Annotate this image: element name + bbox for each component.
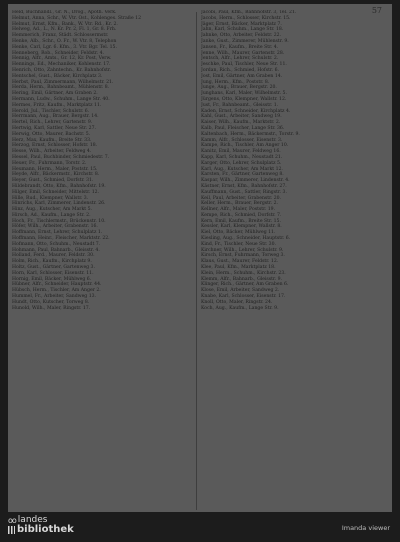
directory-entry: Heuer, Fr., Fuhrmann, Torstr. 2. [12,160,87,166]
directory-entry: Hundt, Otto, Kutscher, Torweg 8. [12,299,90,305]
directory-entry: Klaus, Gust., Maurer, Feldstr. 12. [201,259,279,265]
directory-entry: Jäger, Ernst, Bäcker, Marktplatz 7. [201,21,282,27]
directory-entry: Jeschke, Paul, Tischler, Neue Str. 11. [201,62,287,68]
directory-entry: Kirsch, Ernst, Fuhrmann, Torweg 3. [201,253,285,259]
viewer-footer [0,512,400,542]
directory-entry: Holland, Ferd., Maurer, Feldstr. 30. [12,253,95,259]
column-divider [196,12,197,510]
directory-entry: Koch, Aug., Kaufm., Lange Str. 9. [201,305,279,311]
directory-entry: Jenne, Wilh., Maurer, Gartenstr. 28. [201,50,285,56]
directory-entry: Jahnke, Otto, Arbeiter, Feldstr. 22. [201,33,282,39]
directory-entry: Hennig, Alfr., Amts., Gr. 12, Kr. Post, Verw. [12,56,112,62]
directory-entry: Heumann, Herm., Maler, Poststr. 15. [12,166,98,172]
directory-entry: Kästner, Ernst, Kfm., Bahnhofstr. 27. [201,183,287,189]
directory-entry: Jansen, Fr., Kaufm., Breite Str. 4. [201,44,279,50]
directory-entry: Henke, Carl, Lgr. 6. Kfm., 3. Vtr. Bgr. Tel. 15. [12,44,117,50]
logo-bars-icon [8,526,15,534]
directory-entry: Knoll, Otto, Maler, Ringstr. 24. [201,299,273,305]
directory-entry: Holtz, Gust., Gärtner, Gartenweg 3. [12,265,95,271]
scanned-page [8,4,392,512]
directory-entry: Herbst, Paul, Zimmermann, Wilhelmstr. 21. [12,79,114,85]
viewer-label[interactable]: Imanda viewer [341,524,390,532]
directory-entry: Hornig, Emil, Bäcker, Mühlweg 6. [12,276,92,282]
directory-entry: Klemm, Alfr., Bahnarb., Gleisstr. 9. [201,276,282,282]
logo-text-bottom: bibliothek [17,524,74,535]
directory-entry: Hermes, Fritz, Kaufm., Marktplatz 11. [12,102,102,108]
directory-entry: Jung, Herm., Kfm., Poststr. 8. [201,79,270,85]
logo-text-top: landes [17,515,48,525]
directory-entry: Jost, Emil, Gärtner, Am Graben 14. [201,73,283,79]
directory-entry: Kaden, Ernst, Schneider, Kirchplatz 4. [201,108,291,114]
directory-entry: Karger, Otto, Lehrer, Schulplatz 5. [201,160,282,166]
directory-entry: Heyde, Alfr., Bäckermstr., Kirchstr. 8. [12,172,100,178]
directory-entry: Hemmerich, Franz, Städt. Schlossermstr. [12,33,109,39]
directory-entry: Helmut, Ernst, Kfm., Bank., W. Vtr. Rd., Kr. 2. [12,21,118,27]
directory-entry: Kiesling, Aug., Schneider, Hauptstr. 6. [201,236,291,242]
directory-entry: Herrmann, Aug., Brauer, Bergstr. 14. [12,114,99,120]
directory-entry: Kiel, Otto, Bäcker, Mühlweg 11. [201,230,276,236]
directory-entry: Kahl, Gust., Arbeiter, Sandweg 19. [201,114,282,120]
directory-entry: Hering, Emil, Gärtner, Am Graben 2. [12,91,98,97]
directory-entry: Hille, Rud., Klempner, Wallstr. 3. [12,195,89,201]
directory-entry: Kalb, Paul, Fleischer, Lange Str. 36. [201,125,285,131]
directory-entry: Hoffmann, Heinr., Fleischer, Marktstr. 22. [12,236,110,242]
directory-entry: Hilger, Emil, Schneider, Mittelstr. 12. [12,189,100,195]
directory-entry: Kern, Emil, Kaufm., Breite Str. 15. [201,218,281,224]
directory-entry: Henneberg, Rob., Schneider, Feldstr. 4. [12,50,104,56]
directory-entry: Kirchner, Wilh., Lehrer, Schulstr. 9. [201,247,284,253]
directory-entry: Klein, Herm., Schuhm., Kirchstr. 23. [201,270,286,276]
directory-entry: Henke, Alb., Schr., O. Fr., W. Vtr. 8, Telephon [12,38,117,44]
directory-entry: Hohmann, Paul, Bahnarb., Gleisstr. 4. [12,247,100,253]
directory-entry: Junge, Aug., Brauer, Bergstr. 20. [201,85,277,91]
directory-entry: Klose, Emil, Arbeiter, Sandweg 2. [201,288,280,294]
directory-entry: Kaiser, Wilh., Kaufm., Marktstr. 2. [201,120,281,126]
directory-entry: Hinz, Aug., Kutscher, Am Markt 5. [12,207,92,213]
directory-entry: Hentschel, Gust., Bäcker, Kirchplatz 3. [12,73,103,79]
directory-entry: Heyer, Gust., Schmied, Dorfstr. 31. [12,178,94,184]
directory-entry: Jentsch, Alfr., Lehrer, Schulstr. 2. [201,56,279,62]
directory-entry: Just, Fr., Bahnbeamt., Gleisstr. 1. [201,102,279,108]
directory-entry: Kauffmann, Gust., Sattler, Ringstr. 3. [201,189,287,195]
directory-entry: Hummel, Fr., Arbeiter, Sandweg 13. [12,294,97,300]
library-logo[interactable] [8,516,74,534]
directory-entry: Hinrichs, Karl, Zimmerer, Lindenstr. 26. [12,201,106,207]
directory-entry: Henrich, Otto, Zahntechn., Kr. Bahnhofstr. [12,67,112,73]
directory-entry: Kellner, Alfr., Maler, Poststr. 19. [201,207,276,213]
directory-entry: Jacobi, Paul, Kfm., Bahnhofstr. 3, Tel. 21. [201,10,297,15]
directory-entry: Hildebrandt, Otto, Kfm., Bahnhofstr. 19. [12,183,106,189]
directory-entry: Kapp, Karl, Schuhm., Neustadt 21. [201,154,283,160]
directory-entry: Horn, Karl, Schlosser, Eisenstr. 11. [12,270,94,276]
directory-entry: Herda, Herm., Bahnbeamt., Mühlenstr. 8. [12,85,110,91]
directory-entry: Hunold, Wilh., Maler, Ringstr. 17. [12,305,91,311]
directory-entry: Helmut, Anna, Schr., W. Vtr. Ost., Kohlenges. Straße 12 [12,15,142,21]
directory-entry: Junghans, Karl, Maler, Wilhelmstr. 5. [201,91,287,97]
directory-entry: Kamm, Alfr., Schlosser, Eisenstr. 3. [201,137,283,143]
directory-entry: Hofmann, Otto, Schuhm., Neustadt 7. [12,241,101,247]
right-column [201,10,379,510]
directory-entry: Hübner, Alfr., Schneider, Hauptstr. 44. [12,282,102,288]
directory-entry: Kind, Fr., Tischler, Neue Str. 30. [201,241,276,247]
directory-entry: Hirsch, Ad., Kaufm., Lange Str. 2. [12,212,91,218]
directory-entry: Knabe, Karl, Schlosser, Eisenstr. 17. [201,294,286,300]
left-column [12,10,190,510]
logo-circles-icon: oo [8,516,16,525]
directory-entry: Janke, Gust., Zimmerer, Mühlenstr. 9. [201,38,289,44]
directory-entry: Hübsch, Herm., Tischler, Am Anger 2. [12,288,101,294]
directory-entry: Kanitz, Emil, Maurer, Feldweg 16. [201,149,281,155]
directory-entry: Herz, Max, Kaufm., Breite Str. 33. [12,137,92,143]
directory-entry: Hessel, Paul, Buchbinder, Schmiedestr. 7. [12,154,110,160]
directory-entry: Hesse, Wilh., Arbeiter, Feldweg 4. [12,149,92,155]
directory-entry: Kempe, Rich., Schmied, Dorfstr. 7. [201,212,282,218]
directory-entry: Holm, Rich., Kaufm., Kirchplatz 9. [12,259,92,265]
directory-entry: Herzog, Ernst, Schlosser, Hofstr. 18. [12,143,98,149]
directory-entry: Hertel, Rich., Lehrer, Gartenstr. 9. [12,120,93,126]
directory-entry: Kaspar, Wilh., Zimmerer, Lindenstr. 4. [201,178,290,184]
directory-entry: Helweg, Ad., L., N. Kr. Pr. 2, Fl. 1, Gr. 8. Frh. [12,27,117,33]
directory-entry: Keil, Paul, Arbeiter, Grabenstr. 20. [201,195,282,201]
directory-entry: Herwig, Otto, Maurer, Bachstr. 5. [12,131,91,137]
directory-entry: Hertwig, Karl, Sattler, Neue Str. 27. [12,125,96,131]
directory-entry: Hoffmann, Ernst, Lehrer, Schulplatz 1. [12,230,103,236]
directory-entry: Jordan, Rich., Schmied, Hofstr. 6. [201,67,279,73]
directory-entry: Klinger, Rich., Gärtner, Am Graben 6. [201,282,289,288]
directory-entry: Keller, Herm., Brauer, Bergstr. 2. [201,201,278,207]
directory-entry: Held, Buchhandl., Gr. N., Drog., Apoth. Verk. [12,10,117,15]
directory-entry: Höfer, Wilh., Arbeiter, Grabenstr. 16. [12,224,98,230]
directory-entry: Hoch, Fr., Tischlermstr., Brückenstr. 10. [12,218,106,224]
directory-entry: Hennings, Ed., Mechaniker, Kohlenstr. 17. [12,62,111,68]
directory-entry: Jürgens, Otto, Klempner, Wallstr. 12. [201,96,287,102]
directory-entry: Kampe, Rich., Tischler, Am Anger 10. [201,143,289,149]
directory-entry: Hermann, Ludw., Schuhm., Lange Str. 40. [12,96,110,102]
directory-entry: Jahn, Karl, Schuhm., Lange Str. 18. [201,27,284,33]
directory-entry: Herold, Jul., Tischler, Schulstr. 6. [12,108,90,114]
directory-entry: Kaltenbach, Herm., Bäckermstr., Torstr. 9. [201,131,300,137]
page-number: 57 [371,6,382,15]
directory-entry: Karsten, Fr., Gärtner, Gartenweg 8. [201,172,284,178]
directory-entry: Karl, Aug., Kutscher, Am Markt 12. [201,166,283,172]
directory-entry: Klee, Paul, Kfm., Marktplatz 18. [201,265,276,271]
directory-entry: Jacobs, Herm., Schlosser, Kirchstr. 15. [201,15,291,21]
directory-entry: Kessler, Karl, Klempner, Wallstr. 8. [201,224,282,230]
